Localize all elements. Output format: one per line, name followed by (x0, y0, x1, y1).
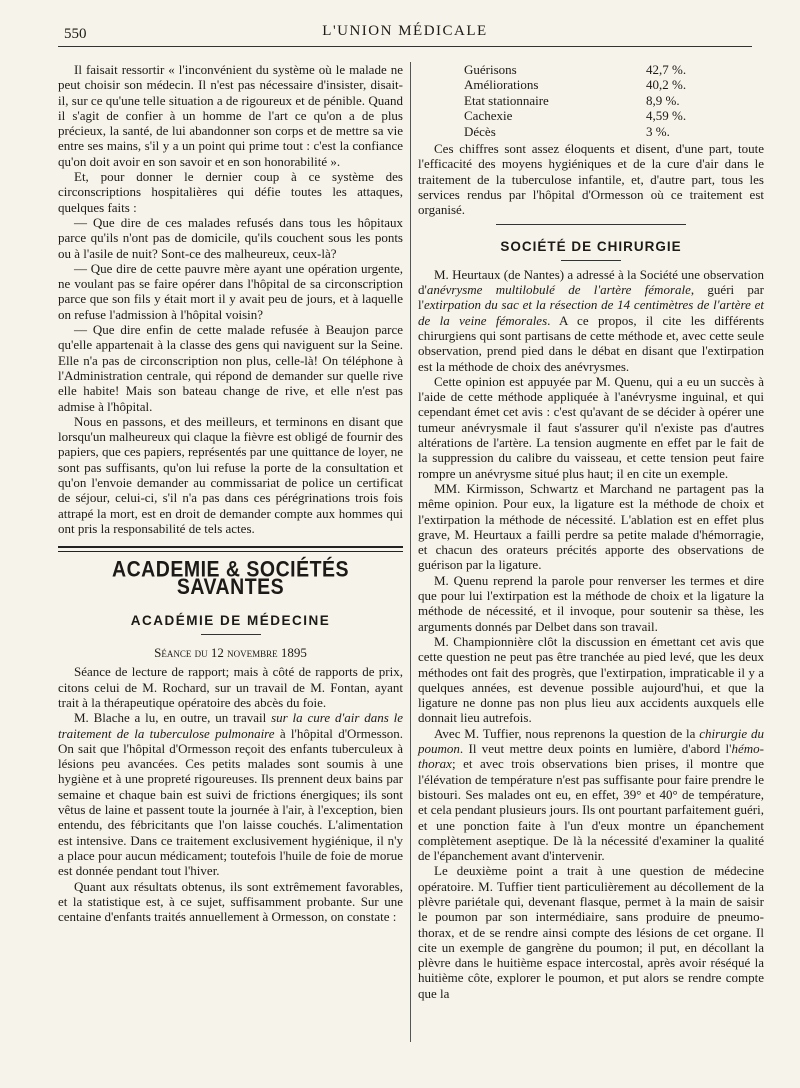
text-run: ; et avec trois observations bien prises, il montre que l'élévation de température n'est pas suffisante pour faire prendre le bistouri. Ses malades ont eu, en effet, 39° et 40° de température, et cela pendant plusieurs jours. Ils ont pourtant parfaitement guéri, et une ponction faite à l'un d'eux montre un épanchement complètement aseptique. De là la nécessité d'examiner la qualité de l'épanchement avant d'intervenir. (418, 756, 764, 864)
academie-medecine-heading: ACADÉMIE DE MÉDECINE (130, 612, 331, 628)
paragraph: Il faisait ressortir « l'inconvénient du système où le malade ne peut choisir son médecin. Il n'est pas nécessaire d'insister, disait-il, sur ce qu'une telle situation a de rigoureux et de pénible. Quand il s'agit de confier à un homme de l'art ce qu'on a de plus précieux, la santé, de lui abandonner son corps et de mettre sa vie entre ses mains, s'il y a un point qui prime tout : c'est la confiance qu'on doit avoir en son savoir et en son honorabilité ». (58, 62, 403, 169)
italic-title: extirpation du sac et la résection de 14 centimètres de l'artère et de la veine fémorales (418, 297, 764, 328)
stat-value: 42,7 %. (646, 62, 687, 77)
stat-label: Améliorations (464, 77, 539, 93)
section-divider (58, 546, 403, 552)
page-header (58, 20, 752, 47)
paragraph: — Que dire de cette pauvre mère ayant une opération urgente, ne voulant pas se faire opérer dans l'hôpital de sa circonscription parce que son fils y était mort il y avait peu de jours, et à laquelle on refuse l'admission à l'hôpital voisin? (58, 260, 403, 322)
paragraph (418, 267, 764, 374)
left-column (58, 62, 403, 924)
italic-term: hémo-thorax (418, 741, 764, 772)
text-run: . A ce propos, il cite les différents chirurgiens qui sont partisans de cette méthode et, avec cette seule observation, prend pied dans le débat en disant que l'extirpation est la méthode de choix des anévrysmes. (418, 312, 764, 374)
paragraph: M. Championnière clôt la discussion en émettant cet avis que cette question ne peut pas être tranchée au pied levé, que les deux méthodes ont fait des progrès, que l'extirpation, impraticable il y a quelques années, est devenue possible aujourd'hui, et que la ligature ne donne pas non plus lieu aux accidents auxquels elle donnait lieu autrefois. (418, 633, 764, 726)
text-run: M. Heurtaux (de Nantes) a adressé à la Société une observation d' (418, 266, 764, 298)
stat-row (464, 62, 704, 77)
paragraph: Quant aux résultats obtenus, ils sont extrêmement favorables, et la statistique est, à ce sujet, suffisamment probante. Sur une centaine d'enfants traités annuellement à Ormesson, on constate : (58, 878, 403, 925)
running-title: L'UNION MÉDICALE (322, 23, 488, 39)
paragraph: Et, pour donner le dernier coup à ce système des circonscriptions hospitalières qui défie toutes les attaques, quelques faits : (58, 169, 403, 215)
stat-value: 8,9 %. (646, 92, 680, 108)
paragraph: Ces chiffres sont assez éloquents et disent, d'une part, toute l'efficacité des moyens hygiéniques et de la cure d'air dans le traitement de la tuberculose infantile, et, d'autre part, tous les services rendus par l'hôpital d'Ormesson où ce traitement est organisé. (418, 141, 764, 218)
academie-heading: ACADEMIE & SOCIÉTÉS SAVANTES (111, 557, 350, 601)
paragraph: — Que dire de ces malades refusés dans tous les hôpitaux parce qu'ils n'ont pas de domicile, qu'ils couchent sous les ponts ou à l'asile de nuit? Sont-ce des malheureux, ceux-là? (58, 214, 403, 261)
text-run: à l'hôpital d'Ormesson. On sait que l'hôpital d'Ormesson reçoit des enfants tuberculeux à lésions peu avancées. Ces petits malades sont soumis à une hygiène et à une propreté rigoureuses. Ils prennent deux bains par semaine et chaque bain est suivi de frictions énergiques; ils sont vêtus de laine et passent toute la journée à l'air, à l'exception, bien entendu, des fébricitants que l'on laisse couchés. L'alimentation est intensive. Dans ce traitement exclusivement hygiénique, il n'y a place pour aucun médicament; toutefois l'huile de foie de morue est donnée pendant tout l'hiver. (58, 725, 404, 879)
text-run: , guéri par l' (418, 282, 765, 313)
paragraph (418, 726, 764, 864)
statistics-table (464, 62, 704, 139)
paragraph: MM. Kirmisson, Schwartz et Marchand ne partagent pas la même opinion. Pour eux, la ligature est la méthode de choix et l'extirpation la méthode de nécessité. L'ablation est en effet plus grave, M. Heurtaux a failli perdre sa petite malade d'hémorragie, et chacun des orateurs précités apporte des observations de guérison par la ligature. (418, 480, 764, 573)
short-rule (201, 634, 261, 635)
short-rule (561, 260, 621, 261)
stat-row (464, 77, 704, 92)
paragraph: Le deuxième point a trait à une question de médecine opératoire. M. Tuffier tient particulièrement au décollement de la plèvre pariétale qui, devenant flasque, permet à la main de saisir le poumon par son intermédiaire, sans produire de pneumo-thorax, et de se rendre ainsi compte des lésions de cet organe. Il cite un exemple de gangrène du poumon; il put, en décollant la plèvre dans le huitième espace intercostal, après avoir réséqué la huitième côte, explorer le poumon, et put alors se rendre compte que la (418, 863, 764, 1001)
italic-title: chirurgie du poumon (418, 725, 764, 757)
stat-row (464, 93, 704, 108)
text-run: . Il veut mettre deux points en lumière, d'abord l' (459, 741, 732, 757)
seance-date: Séance du 12 novembre 1895 (154, 645, 307, 661)
paragraph: Nous en passons, et des meilleurs, et terminons en disant que lorsqu'un malheureux qui claque la fièvre est obligé de fournir des papiers, que ces papiers, représentés par une quittance de loyer, ne sont pas suffisants, qu'on lui refuse la porte de la consultation et qu'on l'envoie demander au commissariat de police un certificat de séjour, celui-ci, s'il n'a pas dans ces pérégrinations trois fois attrapé la mort, est en droit de demander compte aux hommes qui ont pris la responsabilité de tels actes. (58, 413, 403, 536)
paragraph (58, 710, 403, 878)
stat-row (464, 124, 704, 139)
paragraph: M. Quenu reprend la parole pour renverser les termes et dire que pour lui l'extirpation est la méthode de choix et la ligature la méthode de nécessité, et il invoque, pour soutenir sa thèse, les arguments donnés par Delbet dans son travail. (418, 572, 764, 634)
paragraph: Séance de lecture de rapport; mais à côté de rapports de prix, citons celui de M. Rochard, sur un travail de M. Fontan, ayant trait à la thérapeutique opératoire des abcès du foie. (58, 664, 403, 710)
chirurgie-heading: SOCIÉTÉ DE CHIRURGIE (500, 238, 682, 254)
stat-value: 4,59 %. (646, 108, 687, 124)
stat-row (464, 108, 704, 123)
stat-value: 3 %. (646, 123, 670, 139)
stat-label: Décès (464, 123, 496, 139)
paragraph: Cette opinion est appuyée par M. Quenu, qui a eu un succès à l'aide de cette méthode appliquée à l'anévrysme inguinal, et qui cependant émet cet avis : c'est qu'avant de se décider à opérer une tumeur anévrysmale il faut s'assurer qu'il n'existe pas d'autres altérations de l'artère. La tension augmente en effet par le fait de la suppression du calibre du vaisseau, et cette tension peut faire rompre un anévrysme situé plus haut; il en cite un exemple. (418, 373, 764, 481)
right-column (418, 62, 764, 1001)
text-run: Avec M. Tuffier, nous reprenons la question de la (434, 725, 700, 741)
column-divider (410, 62, 411, 1042)
page-number: 550 (64, 26, 87, 42)
italic-title: anévrysme multilobulé de l'artère fémorale (426, 282, 691, 298)
italic-title: sur la cure d'air dans le traitement de la tuberculose pulmonaire (58, 710, 403, 741)
text-run: M. Blache a lu, en outre, un travail (74, 710, 272, 726)
section-rule (496, 224, 686, 225)
stat-value: 40,2 %. (646, 77, 687, 93)
paragraph: — Que dire enfin de cette malade refusée à Beaujon parce qu'elle appartenait à la classe des gens qui naviguent sur la Seine. Elle n'a pas de circonscription non plus, celle-là! On téléphone à l'Administration centrale, qui répond de demander sur quelle rive elle habite! Mais son bateau change de rive, et elle n'est pas admise à l'hôpital. (58, 322, 403, 414)
stat-label: Guérisons (464, 62, 517, 77)
stat-label: Cachexie (464, 108, 513, 124)
stat-label: Etat stationnaire (464, 92, 549, 108)
